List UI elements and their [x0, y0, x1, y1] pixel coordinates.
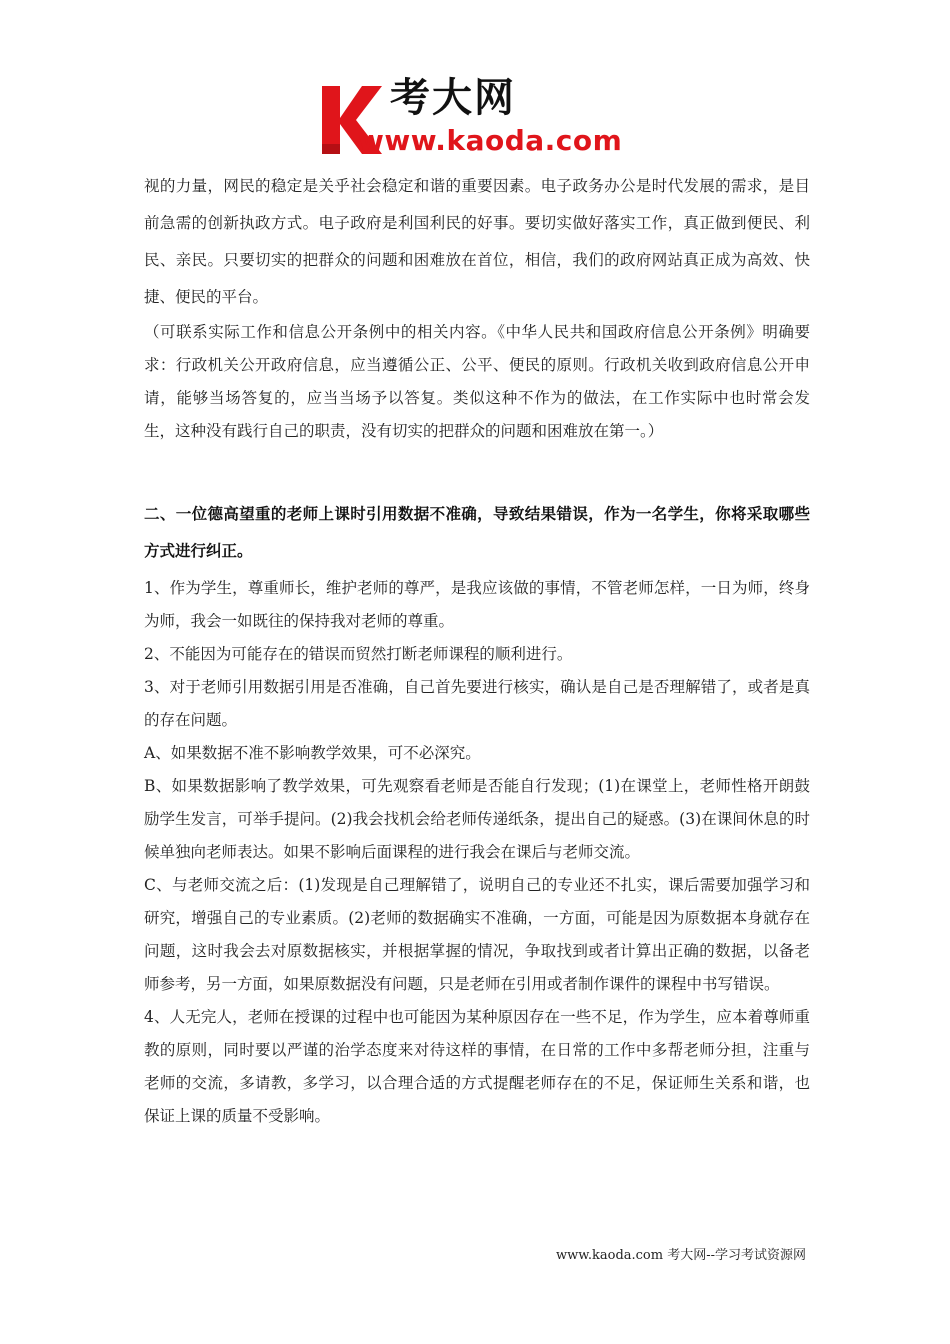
- intro-note: （可联系实际工作和信息公开条例中的相关内容。《中华人民共和国政府信息公开条例》明确要求：行政机关公开政府信息，应当遵循公正、公平、便民的原则。行政机关收到政府信息公开申请，能够当场答复的，应当当场予以答复。类似这种不作为的做法，在工作实际中也时常会发生，这种没有践行自己的职责，没有切实的把群众的问题和困难放在第一。）: [144, 323, 810, 440]
- list-item: 3、对于老师引用数据引用是否准确，自己首先要进行核实，确认是自己是否理解错了，或者是真的存在问题。: [144, 678, 810, 729]
- logo-brand-text: 考大网: [390, 75, 516, 121]
- kaoda-logo: [318, 75, 638, 160]
- list-item: A、如果数据不准不影响教学效果，可不必深究。: [144, 744, 481, 762]
- list-item: 4、人无完人，老师在授课的过程中也可能因为某种原因存在一些不足，作为学生，应本着尊师重教的原则，同时要以严谨的治学态度来对待这样的事情，在日常的工作中多帮老师分担，注重与老师的交流，多请教，多学习，以合理合适的方式提醒老师存在的不足，保证师生关系和谐，也保证上课的质量不受影响。: [144, 1008, 810, 1125]
- document-body: [144, 168, 810, 1133]
- list-item: C、与老师交流之后：(1)发现是自己理解错了，说明自己的专业还不扎实，课后需要加强学习和研究，增强自己的专业素质。(2)老师的数据确实不准确，一方面，可能是因为原数据本身就存在问题，这时我会去对原数据核实，并根据掌握的情况，争取找到或者计算出正确的数据，以备老师参考，另一方面，如果原数据没有问题，只是老师在引用或者制作课件的课程中书写错误。: [144, 876, 810, 993]
- page-footer: www.kaoda.com 考大网--学习考试资源网: [556, 1248, 806, 1263]
- section-2-heading: 二、一位德高望重的老师上课时引用数据不准确，导致结果错误，作为一名学生，你将采取哪些方式进行纠正。: [144, 505, 810, 560]
- intro-paragraph: 视的力量，网民的稳定是关乎社会稳定和谐的重要因素。电子政务办公是时代发展的需求，是目前急需的创新执政方式。电子政府是利国利民的好事。要切实做好落实工作，真正做到便民、利民、亲民。只要切实的把群众的问题和困难放在首位，相信，我们的政府网站真正成为高效、快捷、便民的平台。: [144, 177, 810, 306]
- list-item: 2、不能因为可能存在的错误而贸然打断老师课程的顺利进行。: [144, 645, 573, 663]
- list-item: B、如果数据影响了教学效果，可先观察看老师是否能自行发现；(1)在课堂上，老师性格开朗鼓励学生发言，可举手提问。(2)我会找机会给老师传递纸条，提出自己的疑惑。(3)在课间休息的时候单独向老师表达。如果不影响后面课程的进行我会在课后与老师交流。: [144, 777, 810, 861]
- list-item: 1、作为学生，尊重师长，维护老师的尊严，是我应该做的事情，不管老师怎样，一日为师，终身为师，我会一如既往的保持我对老师的尊重。: [144, 579, 810, 630]
- logo-url-text: www.kaoda.com: [358, 124, 623, 157]
